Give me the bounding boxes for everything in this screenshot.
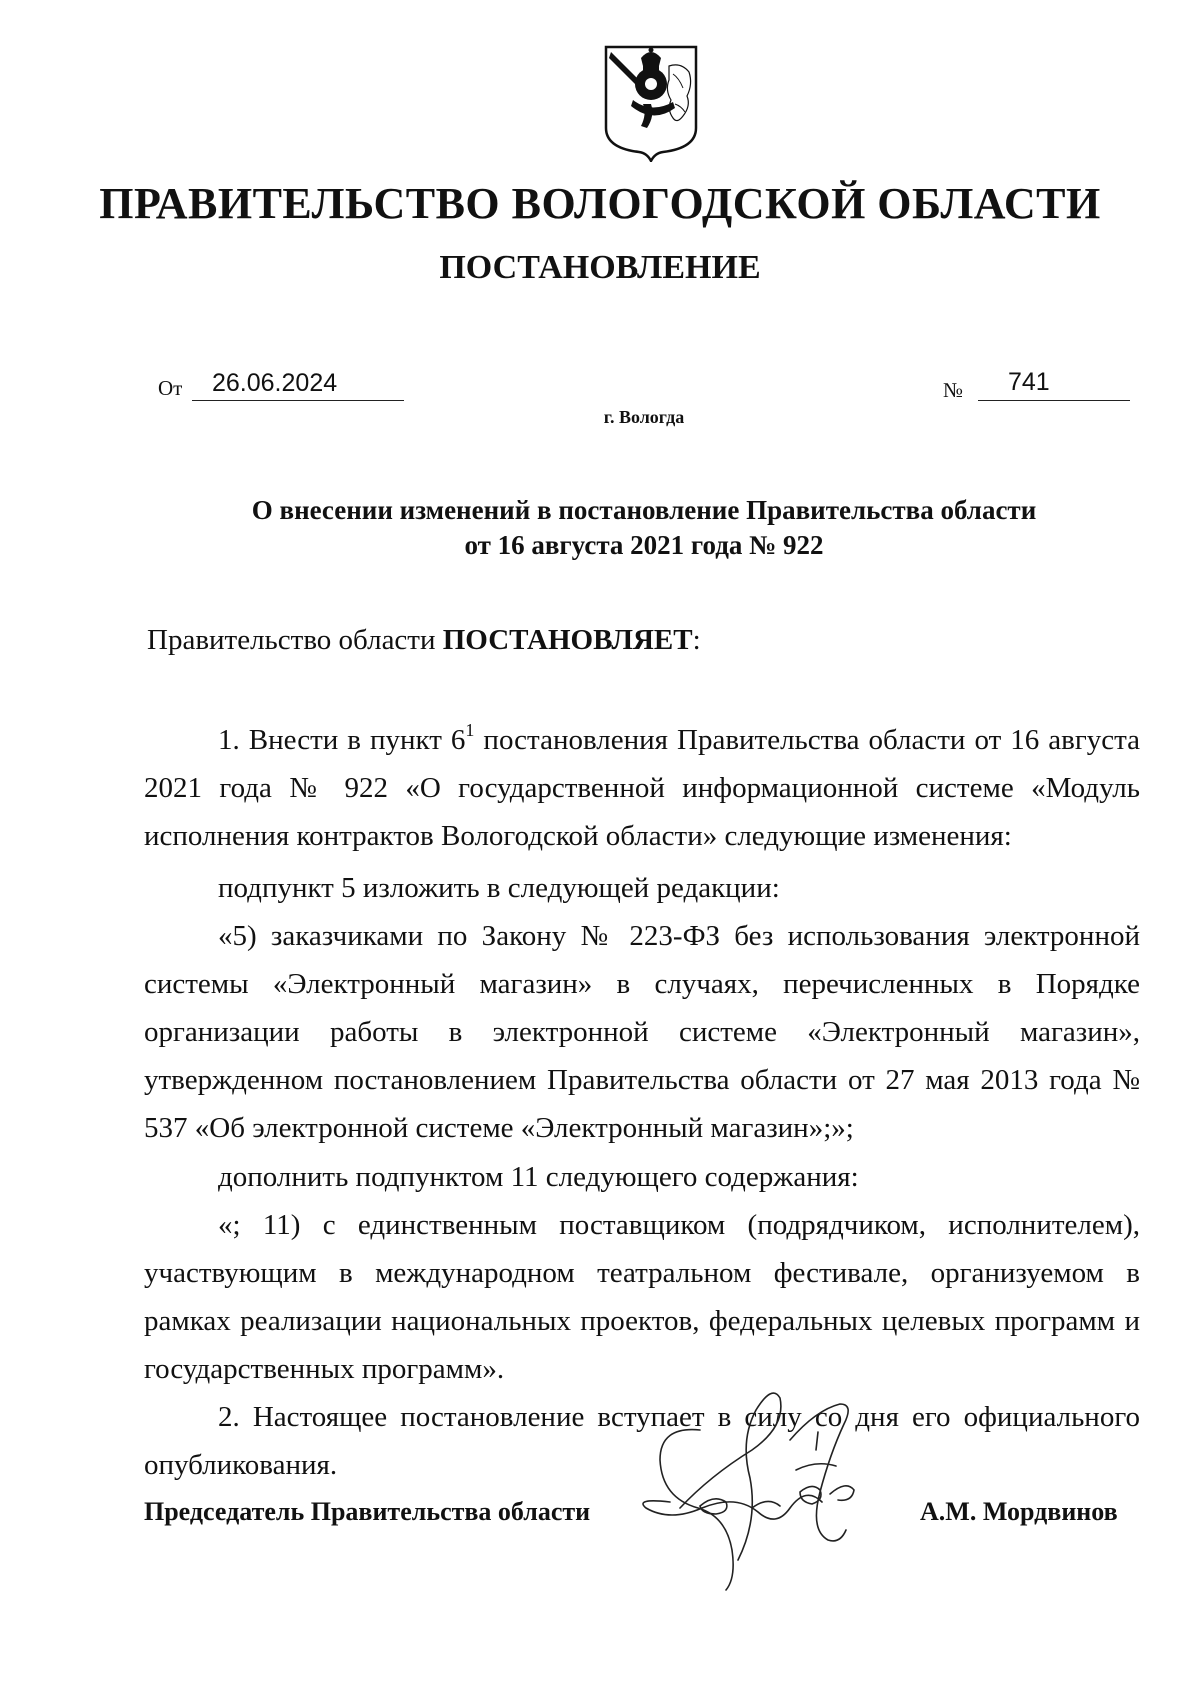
city-label: г. Вологда <box>603 407 685 427</box>
document-number-field: 741 <box>978 364 1130 401</box>
preamble-text: Правительство области <box>147 624 443 656</box>
subject-line-2: от 16 августа 2021 года № 922 <box>464 530 824 560</box>
paragraph-1-rest: постановления Правительства области от 16 августа 2021 года № 922 «О государственной информационной системе «Модуль исполнения контрактов Вологодской области» следующие изменения: <box>144 724 1140 852</box>
signatory-name: А.М. Мордвинов <box>920 1497 1118 1526</box>
paragraph-1 <box>144 716 1140 860</box>
paragraph-subitem-11-intro: дополнить подпунктом 11 следующего содержания: <box>218 1161 859 1193</box>
signatory-role: Председатель Правительства области <box>144 1497 591 1526</box>
preamble <box>147 620 701 660</box>
paragraph-subitem-5-intro: подпункт 5 изложить в следующей редакции: <box>218 872 780 904</box>
document-subject <box>100 493 1188 563</box>
document-type-heading: ПОСТАНОВЛЕНИЕ <box>439 249 761 286</box>
preamble-colon: : <box>692 624 701 656</box>
date-field: 26.06.2024 <box>192 365 404 401</box>
preamble-emphasis: ПОСТАНОВЛЯЕТ <box>442 624 693 656</box>
date-prefix-label: От <box>158 376 183 400</box>
government-title: ПРАВИТЕЛЬСТВО ВОЛОГОДСКОЙ ОБЛАСТИ <box>99 179 1101 228</box>
paragraph-2: 2. Настоящее постановление вступает в силу со дня его официального опубликования. <box>144 1401 1140 1481</box>
handwritten-signature <box>640 1390 900 1690</box>
paragraph-1-superscript: 1 <box>465 720 475 741</box>
paragraph-subitem-5-text: «5) заказчиками по Закону № 223-ФЗ без использования электронной системы «Электронный магазин» в случаях, перечисленных в Порядке организации работы в электронной системе «Электронный магазин», утвержденном постановлением Правительства области от 27 мая 2013 года № 537 «Об электронной системе «Электронный магазин»;»; <box>144 920 1140 1144</box>
paragraph-1-start: 1. Внести в пункт 6 <box>218 724 466 756</box>
paragraph-subitem-11-text: «; 11) с единственным поставщиком (подрядчиком, исполнителем), участвующим в международном театральном фестивале, организуемом в рамках реализации национальных проектов, федеральных целевых программ и государственных программ». <box>144 1209 1140 1385</box>
subject-line-1: О внесении изменений в постановление Правительства области <box>251 495 1037 525</box>
coat-of-arms-emblem <box>603 44 699 162</box>
number-prefix-label: № <box>943 378 964 402</box>
